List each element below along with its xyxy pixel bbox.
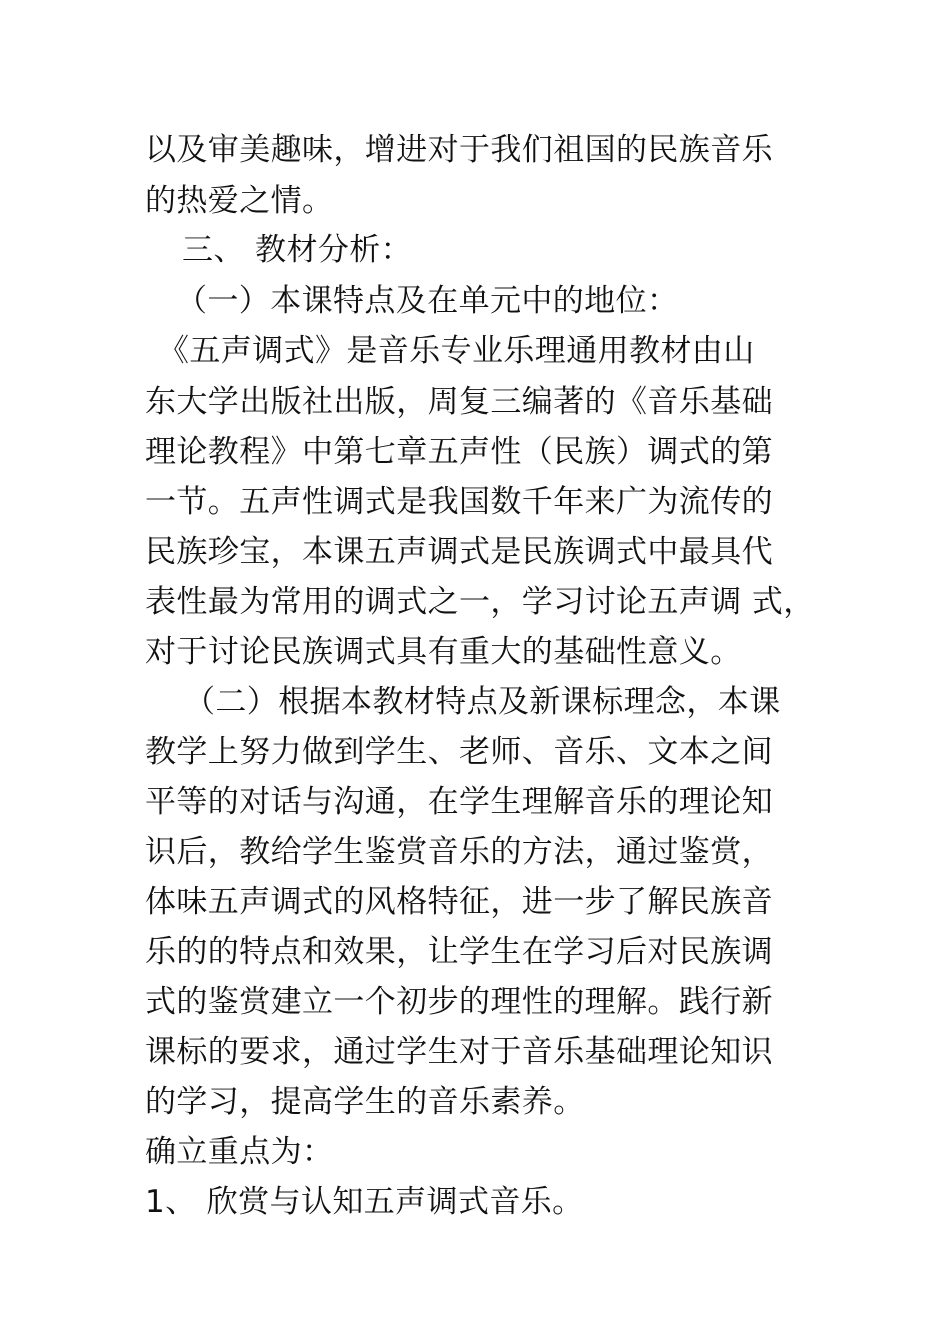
paragraph-line-8: 一节。五声性调式是我国数千年来广为流传的: [145, 484, 773, 520]
subsection-heading-2: （二）根据本教材特点及新课标理念，本课: [184, 684, 781, 720]
key-points-heading: 确立重点为：: [145, 1134, 334, 1170]
paragraph-line-14: 平等的对话与沟通，在学生理解音乐的理论知: [145, 784, 773, 820]
paragraph-line-10: 表性最为常用的调式之一，学习讨论五声调 式，: [145, 584, 815, 620]
paragraph-line-19: 课标的要求，通过学生对于音乐基础理论知识: [145, 1034, 773, 1070]
paragraph-line-1: 以及审美趣味，增进对于我们祖国的民族音乐: [145, 132, 773, 168]
paragraph-line-17: 乐的的特点和效果，让学生在学习后对民族调: [145, 934, 773, 970]
paragraph-line-11: 对于讨论民族调式具有重大的基础性意义。: [145, 634, 742, 670]
paragraph-line-18: 式的鉴赏建立一个初步的理性的理解。践行新: [145, 984, 773, 1020]
paragraph-line-9: 民族珍宝，本课五声调式是民族调式中最具代: [145, 534, 773, 570]
key-point-item-1: 1、 欣赏与认知五声调式音乐。: [145, 1184, 584, 1220]
section-heading-3: 三、 教材分析：: [182, 232, 413, 268]
paragraph-line-5: 《五声调式》是音乐专业乐理通用教材由山: [158, 333, 755, 369]
paragraph-line-16: 体味五声调式的风格特征，进一步了解民族音: [145, 884, 773, 920]
paragraph-line-7: 理论教程》中第七章五声性（民族）调式的第: [145, 434, 773, 470]
paragraph-line-20: 的学习，提高学生的音乐素养。: [145, 1084, 585, 1120]
subsection-heading-1: （一）本课特点及在单元中的地位：: [176, 283, 679, 319]
paragraph-line-13: 教学上努力做到学生、老师、音乐、文本之间: [145, 734, 773, 770]
paragraph-line-2: 的热爱之情。: [145, 183, 334, 219]
paragraph-line-15: 识后，教给学生鉴赏音乐的方法，通过鉴赏，: [145, 834, 773, 870]
paragraph-line-6: 东大学出版社出版，周复三编著的《音乐基础: [145, 384, 773, 420]
